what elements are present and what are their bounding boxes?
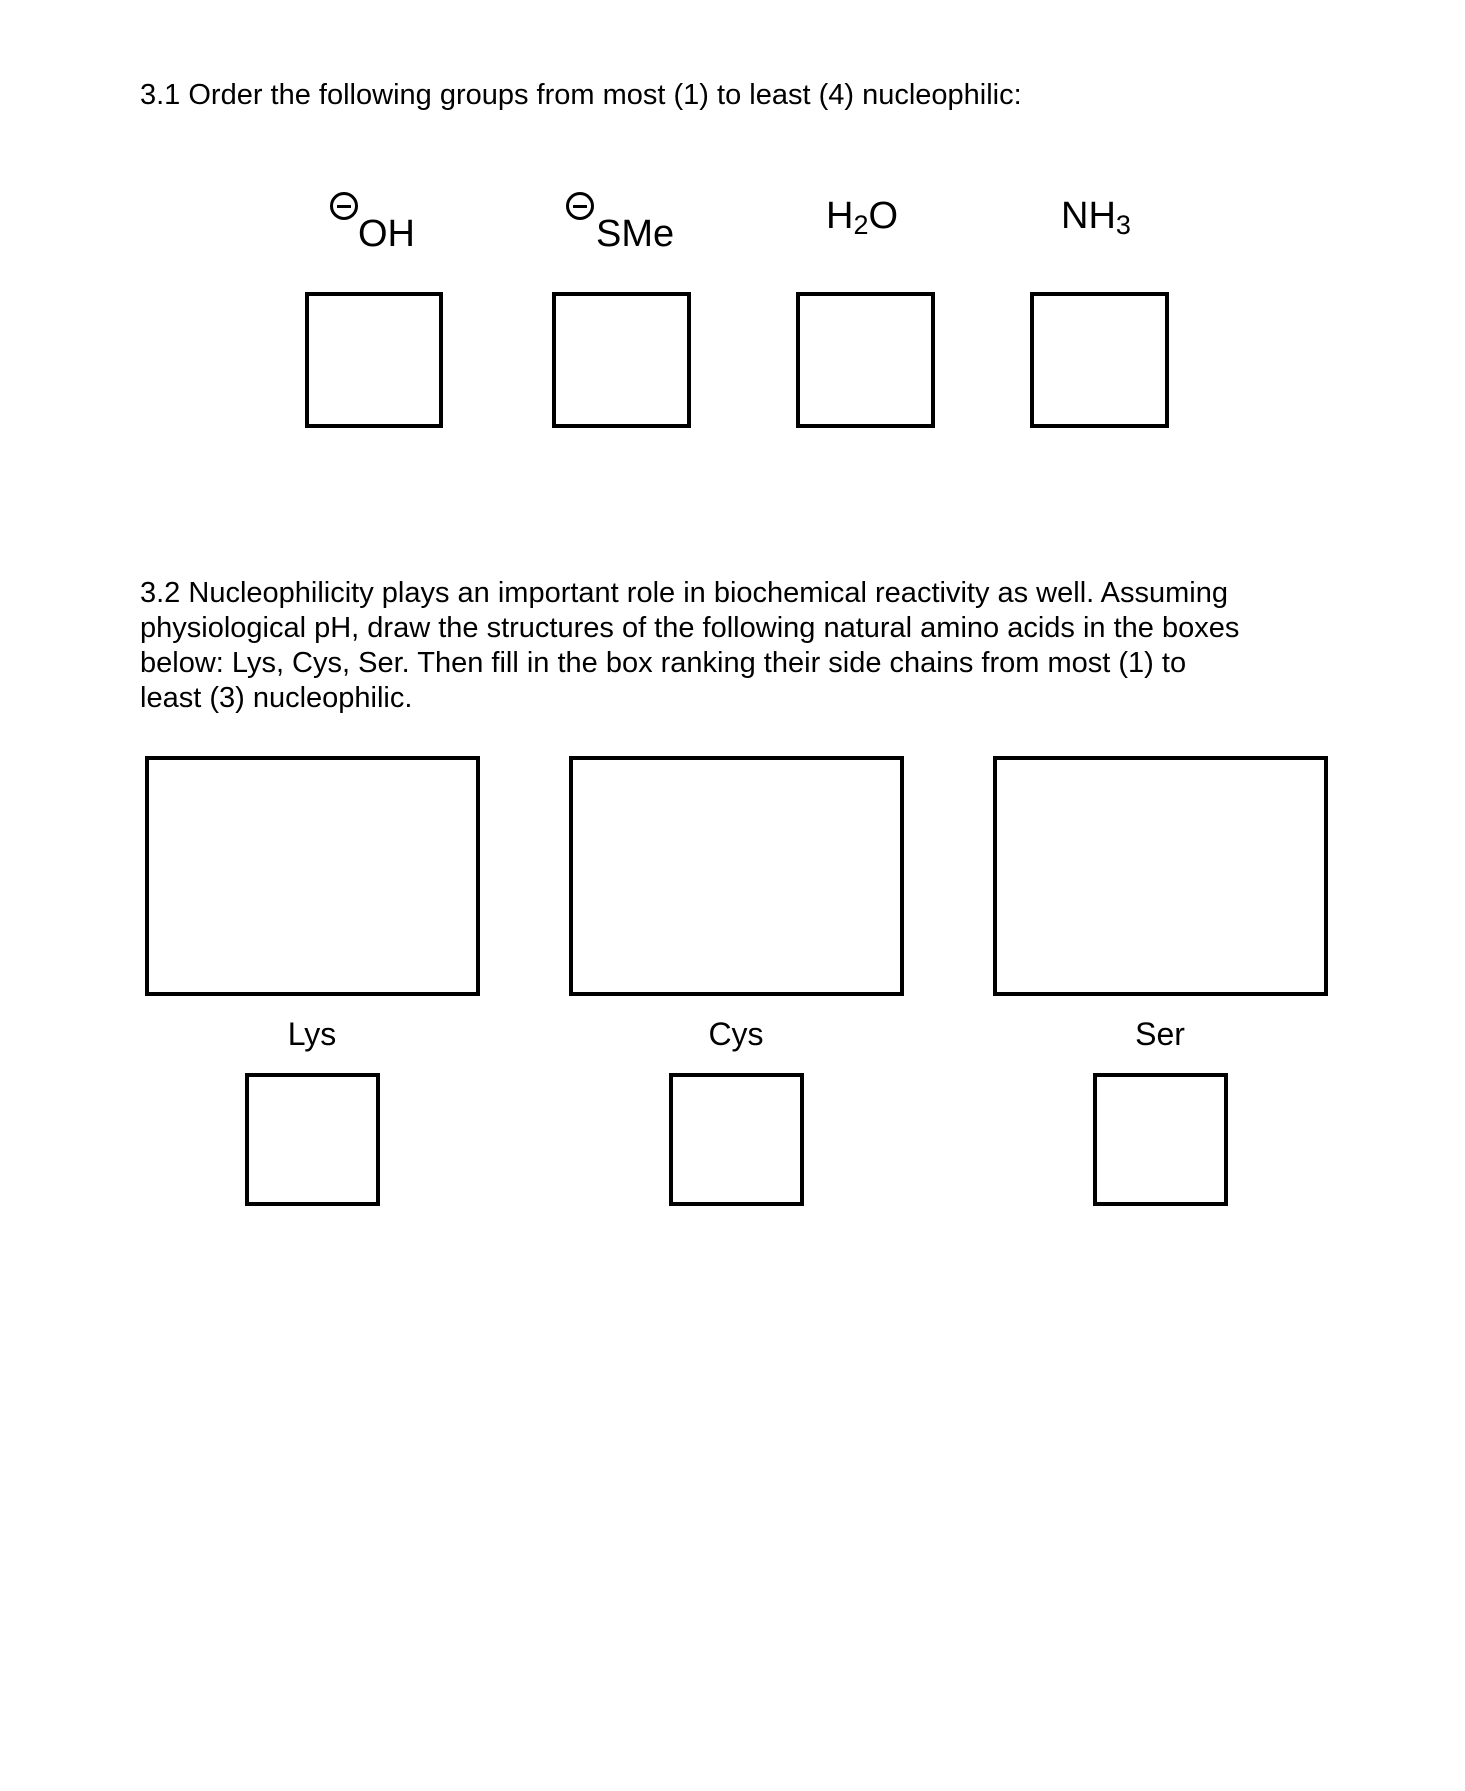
- structure-box-lys[interactable]: [145, 756, 480, 996]
- question-3-2-line: 3.2 Nucleophilicity plays an important role in biochemical reactivity as well. Assuming: [140, 577, 1228, 609]
- amino-acid-label-cys: Cys: [708, 1016, 764, 1052]
- group-water-label: [826, 195, 899, 240]
- rank-box-cys[interactable]: [669, 1073, 804, 1206]
- group-methanethiolate-label: [596, 214, 674, 254]
- group-water-text: H: [826, 195, 854, 237]
- rank-box-ammonia[interactable]: [1030, 292, 1169, 428]
- group-water-tail: O: [868, 195, 899, 237]
- question-3-1-prompt: 3.1 Order the following groups from most (1) to least (4) nucleophilic:: [140, 79, 1022, 111]
- group-ammonia-label: [1061, 195, 1131, 240]
- rank-box-water[interactable]: [796, 292, 935, 428]
- amino-acid-label-lys: Lys: [287, 1016, 337, 1052]
- rank-box-methanethiolate[interactable]: [552, 292, 691, 428]
- group-hydroxide-text: OH: [358, 213, 415, 255]
- negative-charge-icon: [566, 192, 594, 220]
- question-3-2-line: physiological pH, draw the structures of the following natural amino acids in the boxes: [140, 612, 1240, 644]
- amino-acid-label-ser: Ser: [1135, 1016, 1185, 1052]
- group-ammonia-text: NH: [1061, 195, 1116, 237]
- rank-box-lys[interactable]: [245, 1073, 380, 1206]
- rank-box-ser[interactable]: [1093, 1073, 1228, 1206]
- negative-charge-icon: [330, 192, 358, 220]
- question-3-2-line: below: Lys, Cys, Ser. Then fill in the box ranking their side chains from most (1) to: [140, 647, 1187, 679]
- question-3-2-line: least (3) nucleophilic.: [140, 682, 413, 714]
- question-3-2-prompt: [140, 576, 1340, 716]
- rank-box-hydroxide[interactable]: [305, 292, 443, 428]
- structure-box-cys[interactable]: [569, 756, 904, 996]
- structure-box-ser[interactable]: [993, 756, 1328, 996]
- group-water-subscript: 2: [853, 210, 869, 240]
- group-ammonia-subscript: 3: [1115, 210, 1131, 240]
- group-hydroxide-label: [358, 214, 415, 254]
- group-methanethiolate-text: SMe: [596, 213, 675, 255]
